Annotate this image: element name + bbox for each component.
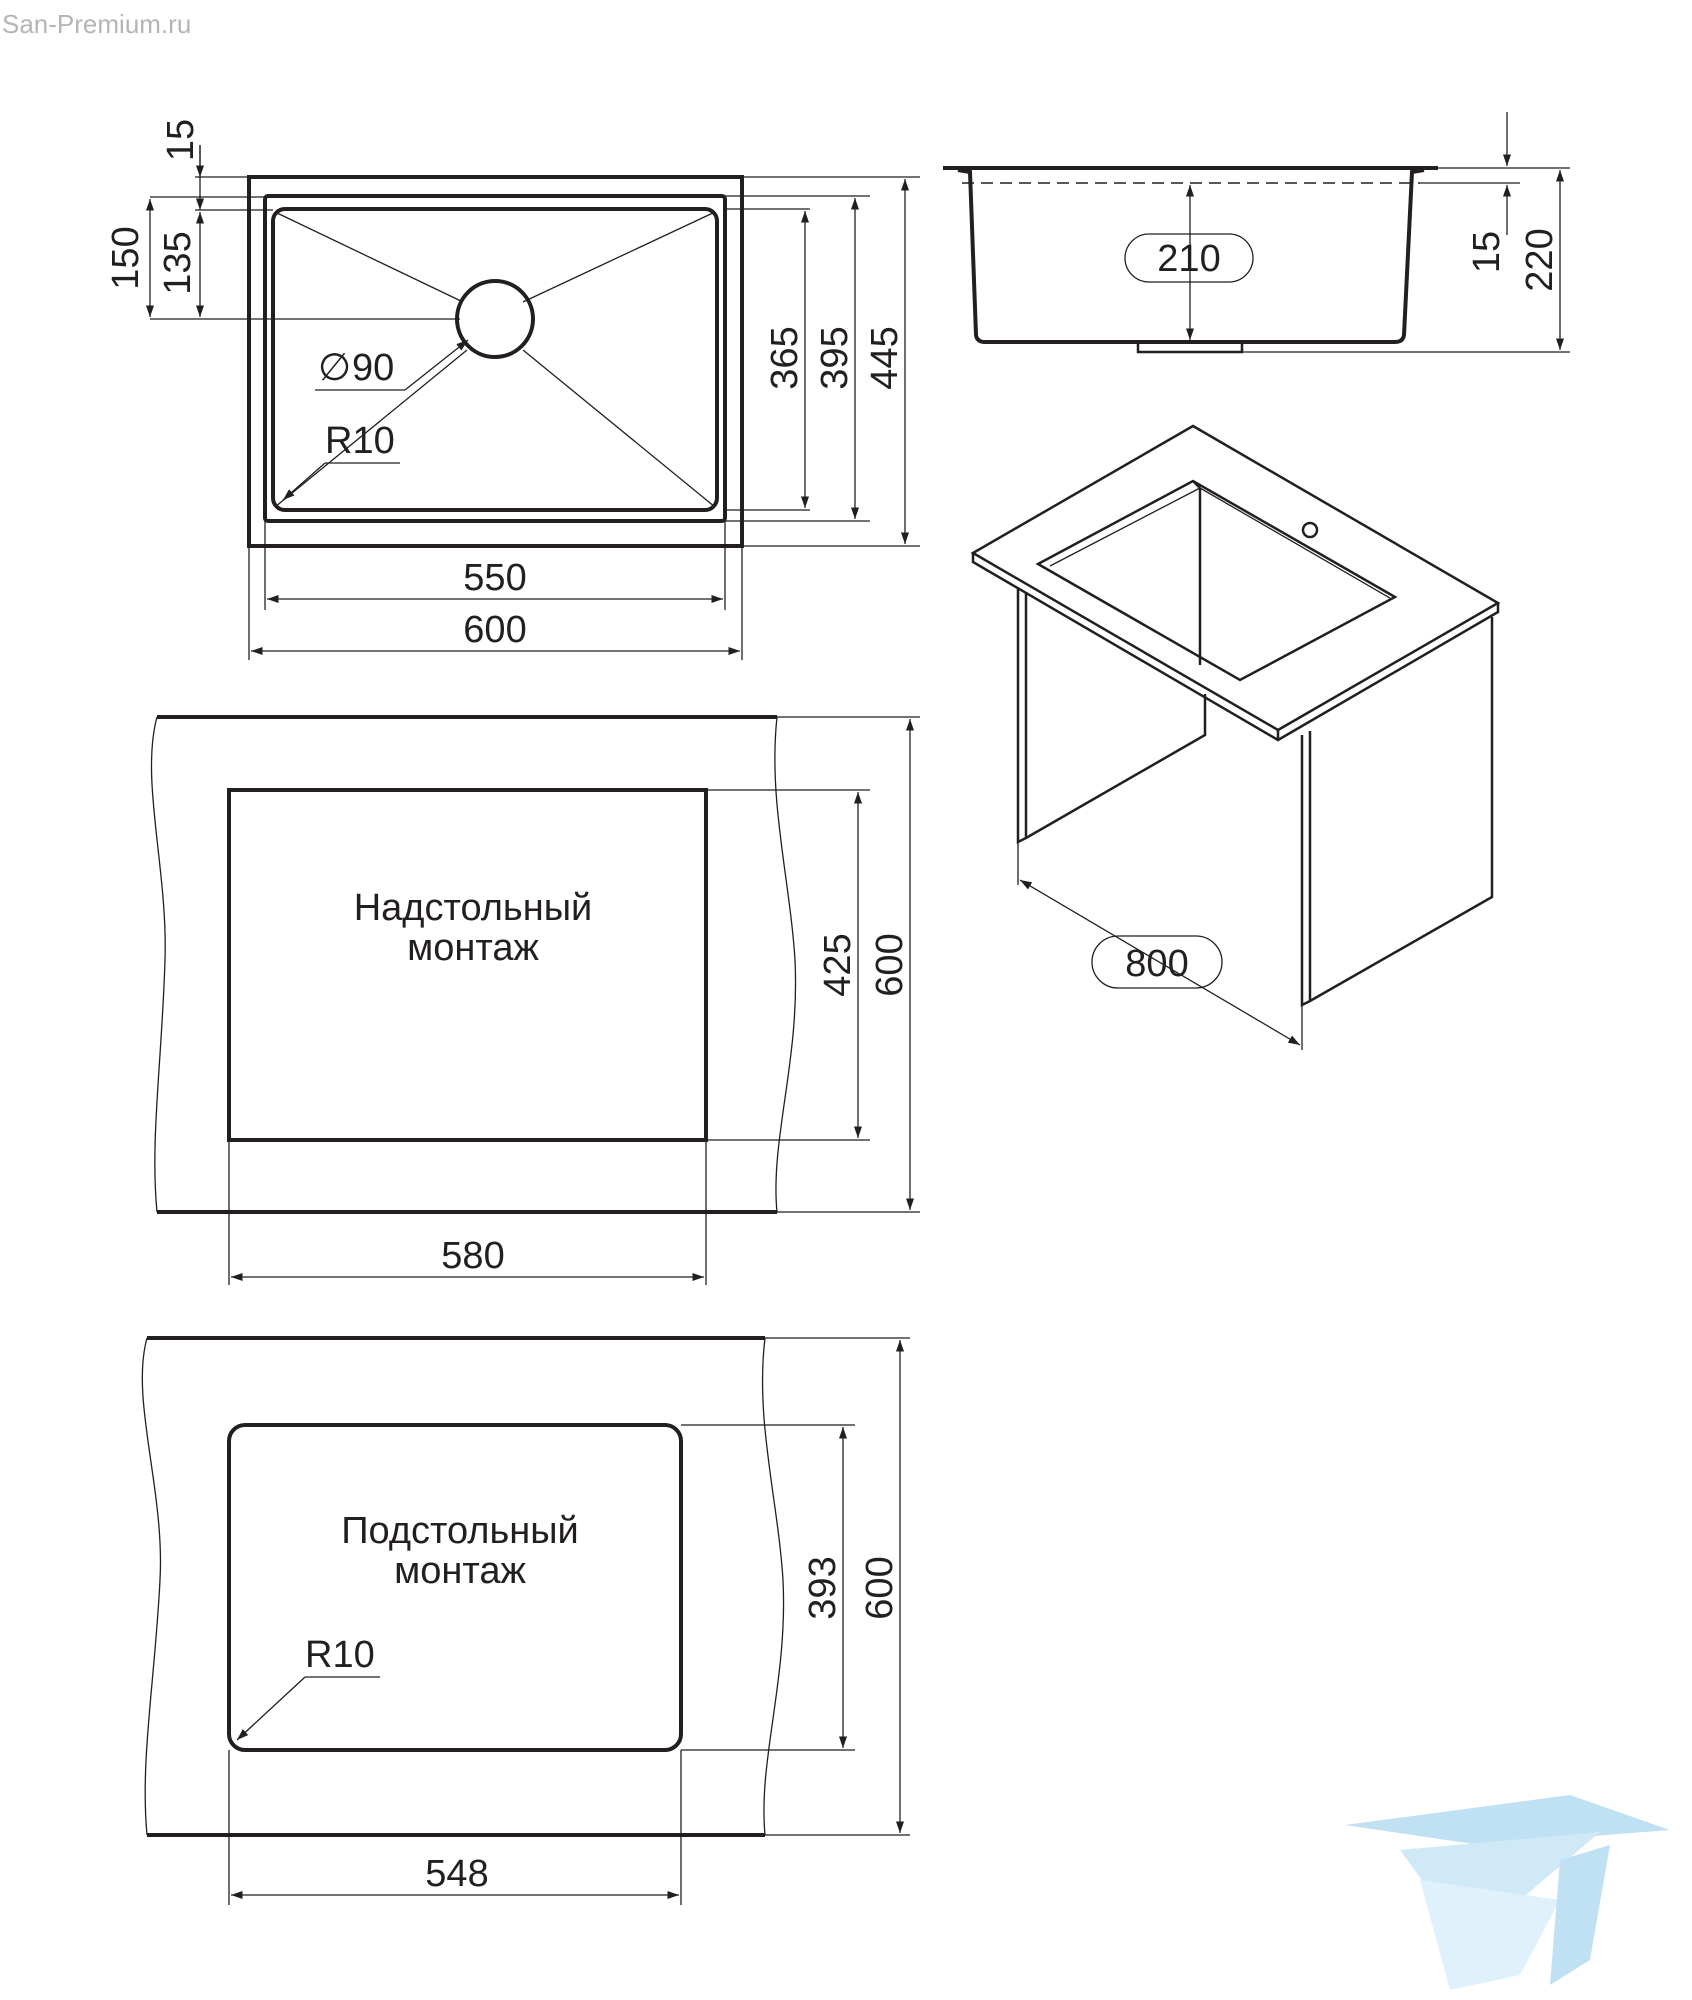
dim-outer-width-label: 600 — [463, 609, 527, 651]
undermount-title-line1: Подстольный — [341, 1510, 579, 1552]
side-dim-rim-label: 15 — [1466, 230, 1508, 274]
side-dim-total-label: 220 — [1519, 228, 1561, 292]
iso-right-leg — [1302, 731, 1310, 1005]
undermount-dim-radius: R10 — [305, 1634, 375, 1676]
isometric-view — [973, 426, 1498, 1050]
overmount-left-wave — [151, 717, 165, 1212]
iso-left-leg — [1018, 588, 1026, 842]
undermount-section — [142, 1338, 910, 1905]
overmount-dim-cutout-height: 425 — [817, 933, 859, 997]
dim-bowl-height-label: 395 — [814, 326, 856, 390]
brand-logo-icon — [1345, 1795, 1670, 1990]
dim-drain-diameter-label: 90 — [352, 347, 395, 389]
undermount-dim-counter-depth: 600 — [859, 1556, 901, 1620]
top-view — [105, 119, 920, 660]
overmount-title-line1: Надстольный — [353, 887, 593, 929]
overmount-dim-counter-depth: 600 — [869, 933, 911, 997]
side-view — [943, 112, 1570, 352]
overmount-right-wave — [775, 717, 796, 1212]
dim-inner-width-label: 550 — [463, 557, 527, 599]
dim-outer-height-label: 445 — [864, 326, 906, 390]
undermount-title-line2: монтаж — [394, 1550, 526, 1592]
diameter-symbol: ∅ — [318, 347, 352, 389]
iso-countertop — [973, 426, 1498, 730]
drain-hole — [457, 281, 533, 357]
undermount-right-wave — [763, 1338, 784, 1835]
dim-depth-label: 210 — [1157, 238, 1221, 280]
overmount-dim-cutout-width: 580 — [441, 1235, 505, 1277]
watermark-text: San-Premium.ru — [2, 9, 192, 39]
dim-radius-label: R10 — [325, 420, 395, 462]
undermount-dim-cutout-height: 393 — [802, 1556, 844, 1620]
iso-tap-hole — [1303, 523, 1317, 537]
dim-drain-center-label: 150 — [105, 226, 147, 290]
overmount-section — [151, 717, 920, 1285]
overmount-title-line2: монтаж — [407, 927, 539, 969]
dim-drain-inner-label: 135 — [157, 231, 199, 295]
dim-rim-label: 15 — [160, 118, 202, 162]
undermount-dim-cutout-width: 548 — [425, 1853, 489, 1895]
undermount-left-wave — [142, 1338, 160, 1835]
dim-inner-height-label: 365 — [764, 326, 806, 390]
dim-cabinet-width-label: 800 — [1125, 943, 1189, 985]
